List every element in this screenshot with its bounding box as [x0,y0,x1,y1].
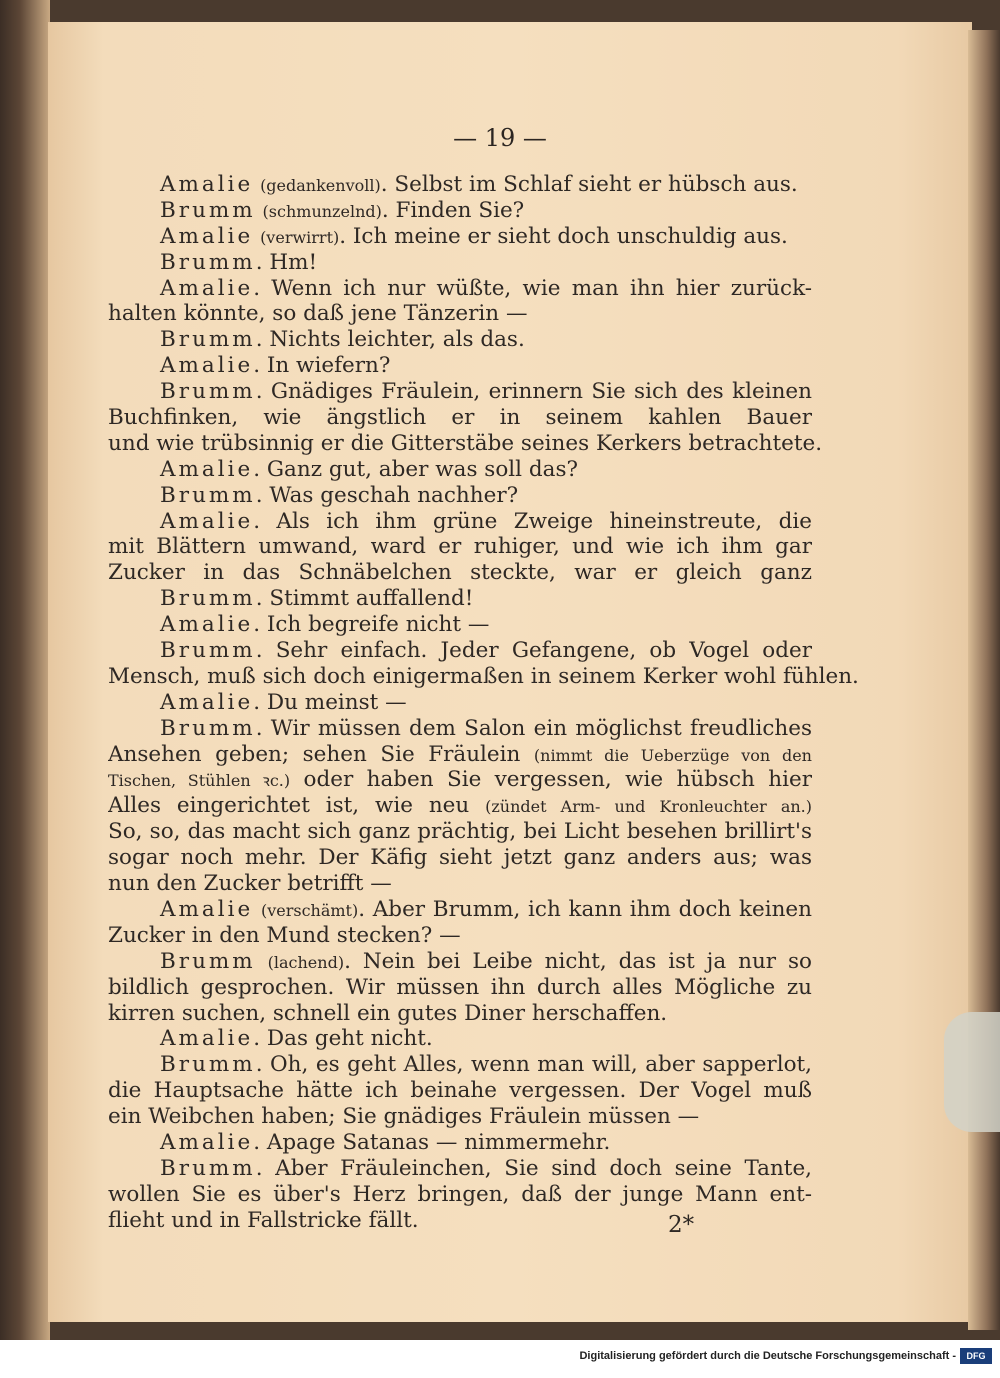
text-line [108,224,812,250]
dialogue-text: Zucker in das Schnäbelchen steckte, war er gleich ganz [108,560,812,586]
text-line [108,405,812,431]
text-line [108,457,812,483]
stage-direction: Tischen, Stühlen ꝛc.) [108,771,291,791]
dialogue-text: . In wiefern? [253,353,391,379]
body-text [108,172,859,1234]
funding-credit: Digitalisierung gefördert durch die Deutsche Forschungsgemeinschaft - [579,1350,956,1362]
speaker-name: Brumm [160,327,256,353]
dialogue-text: . Ich begreife nicht — [253,612,490,638]
dialogue-text: . Ganz gut, aber was soll das? [253,456,579,482]
dialogue-text: . Wenn ich nur wüßte, wie man ihn hier zurück- [253,275,812,301]
page-number: — 19 — [453,124,547,152]
speaker-name: Amalie [160,223,254,249]
dfg-logo: DFG [960,1348,992,1364]
dialogue-text: . Das geht nicht. [253,1026,433,1052]
book-left-edge [0,0,50,1340]
text-line [108,1130,812,1156]
dialogue-text: . Du meinst — [253,689,407,715]
dialogue-text [256,198,263,223]
dialogue-text: mit Blättern umwand, ward er ruhiger, und wie ich ihm gar [108,534,812,560]
dialogue-text: . Aber Fräuleinchen, Sie sind doch seine Tante, [255,1155,812,1181]
text-line [108,1156,812,1182]
printer-signature-mark: 2* [668,1212,695,1238]
text-line [108,327,812,353]
dialogue-text [256,949,268,974]
dialogue-text: halten könnte, so daß jene Tänzerin — [108,301,528,327]
stage-direction: (verwirrt) [260,227,340,247]
dialogue-text: . Hm! [255,249,318,275]
text-line [108,276,812,302]
dialogue-text: und wie trübsinnig er die Gitterstäbe seines Kerkers betrachtete. [108,430,823,456]
text-line [108,301,812,327]
text-line [108,1182,812,1208]
dialogue-text: . Apage Satanas — nimmermehr. [253,1129,611,1155]
speaker-name: Brumm [160,249,256,275]
text-line [108,198,812,224]
dialogue-text: . Aber Brumm, ich kann ihm doch keinen [358,896,812,922]
text-line [108,742,812,768]
dialogue-text: Buchfinken, wie ängstlich er in seinem kahlen Bauer [108,405,812,431]
dialogue-text: . Finden Sie? [381,197,525,223]
text-line [108,923,812,949]
speaker-name: Brumm [160,482,256,508]
dialogue-text: . Ich meine er sieht doch unschuldig aus. [339,223,788,249]
stage-direction: (gedankenvoll) [260,176,381,195]
text-line [108,690,812,716]
dialogue-text: . Stimmt auffallend! [255,586,474,612]
dialogue-text: . Nichts leichter, als das. [255,327,525,353]
dialogue-text [253,897,261,922]
text-line [108,949,812,975]
text-line [108,534,812,560]
text-line [108,975,812,1001]
speaker-name: Brumm [160,197,256,223]
text-line [108,663,859,690]
stage-direction: (zündet Arm- und Kronleuchter an.) [485,797,812,817]
dialogue-text: . Was geschah nachher? [255,482,519,508]
text-line [108,1208,812,1234]
text-line [108,767,812,793]
dialogue-text: oder haben Sie vergessen, wie hübsch hier [290,767,812,793]
dialogue-text: Alles eingerichtet ist, wie neu [108,793,486,819]
text-line [108,586,812,612]
dialogue-text: Ansehen geben; sehen Sie Fräulein [108,741,534,767]
stage-direction: (lachend) [267,952,345,972]
speaker-name: Brumm [160,379,256,405]
dialogue-text: ein Weibchen haben; Sie gnädiges Fräulein müssen — [108,1104,700,1130]
dialogue-text: . Selbst im Schlaf sieht er hübsch aus. [380,172,798,197]
page-tab-marker [944,1012,1000,1132]
speaker-name: Amalie [160,1026,254,1052]
speaker-name: Brumm [160,948,256,974]
dialogue-text: . Gnädiges Fräulein, erinnern Sie sich des kleinen [255,379,812,405]
speaker-name: Brumm [160,586,256,612]
dialogue-text: . Oh, es geht Alles, wenn man will, aber sapperlot, [255,1052,812,1078]
text-line [108,819,812,845]
dialogue-text: kirren suchen, schnell ein gutes Diner herschaffen. [108,1000,668,1026]
dialogue-text: bildlich gesprochen. Wir müssen ihn durch alles Mögliche zu [108,974,812,1000]
dialogue-text: die Hauptsache hätte ich beinahe vergessen. Der Vogel muß [108,1078,812,1104]
text-line [108,1078,812,1104]
stage-direction: (verschämt) [260,900,359,920]
text-line [108,897,812,923]
dialogue-text: . Sehr einfach. Jeder Gefangene, ob Vogel oder [255,638,812,664]
dialogue-text: sogar noch mehr. Der Käfig sieht jetzt ganz anders aus; was [108,845,812,871]
speaker-name: Brumm [160,1052,256,1078]
speaker-name: Brumm [160,715,256,741]
dialogue-text: . Wir müssen dem Salon ein möglichst freudliches [255,715,812,741]
text-line [108,1001,812,1027]
text-line [108,172,812,198]
dialogue-text: flieht und in Fallstricke fällt. [108,1207,419,1233]
stage-direction: (schmunzelnd) [262,201,382,221]
text-line [108,871,812,897]
speaker-name: Brumm [160,1155,256,1181]
book-right-edge [968,30,1000,1330]
stage-direction: (nimmt die Ueberzüge von den [533,745,812,765]
speaker-name: Amalie [160,456,254,482]
speaker-name: Amalie [160,172,254,197]
speaker-name: Brumm [160,638,256,664]
text-line [108,1026,812,1052]
dialogue-text: wollen Sie es über's Herz bringen, daß der junge Mann ent- [108,1181,812,1207]
dialogue-text: So, so, das macht sich ganz prächtig, bei Licht besehen brillirt's [108,819,812,845]
dialogue-text: Zucker in den Mund stecken? — [108,922,461,948]
text-line [108,430,823,457]
speaker-name: Amalie [160,508,254,534]
speaker-name: Amalie [160,275,254,301]
text-line [108,845,812,871]
text-line [108,353,812,379]
speaker-name: Amalie [160,1129,254,1155]
speaker-name: Amalie [160,896,254,922]
text-line [108,1052,812,1078]
dialogue-text: . Nein bei Leibe nicht, das ist ja nur so [344,948,812,974]
text-line [108,612,812,638]
dialogue-text: nun den Zucker betrifft — [108,871,392,897]
text-line [108,793,812,819]
text-line [108,560,812,586]
dialogue-text: . Als ich ihm grüne Zweige hineinstreute, die [253,508,812,534]
text-line [108,716,812,742]
text-line [108,1104,812,1130]
text-line [108,509,812,535]
speaker-name: Amalie [160,353,254,379]
text-line [108,250,812,276]
speaker-name: Amalie [160,689,254,715]
dialogue-text: Mensch, muß sich doch einigermaßen in seinem Kerker wohl fühlen. [108,663,859,689]
text-line [108,483,812,509]
text-line [108,379,812,405]
text-line [108,638,812,664]
footer-bar [0,1340,1000,1378]
speaker-name: Amalie [160,612,254,638]
